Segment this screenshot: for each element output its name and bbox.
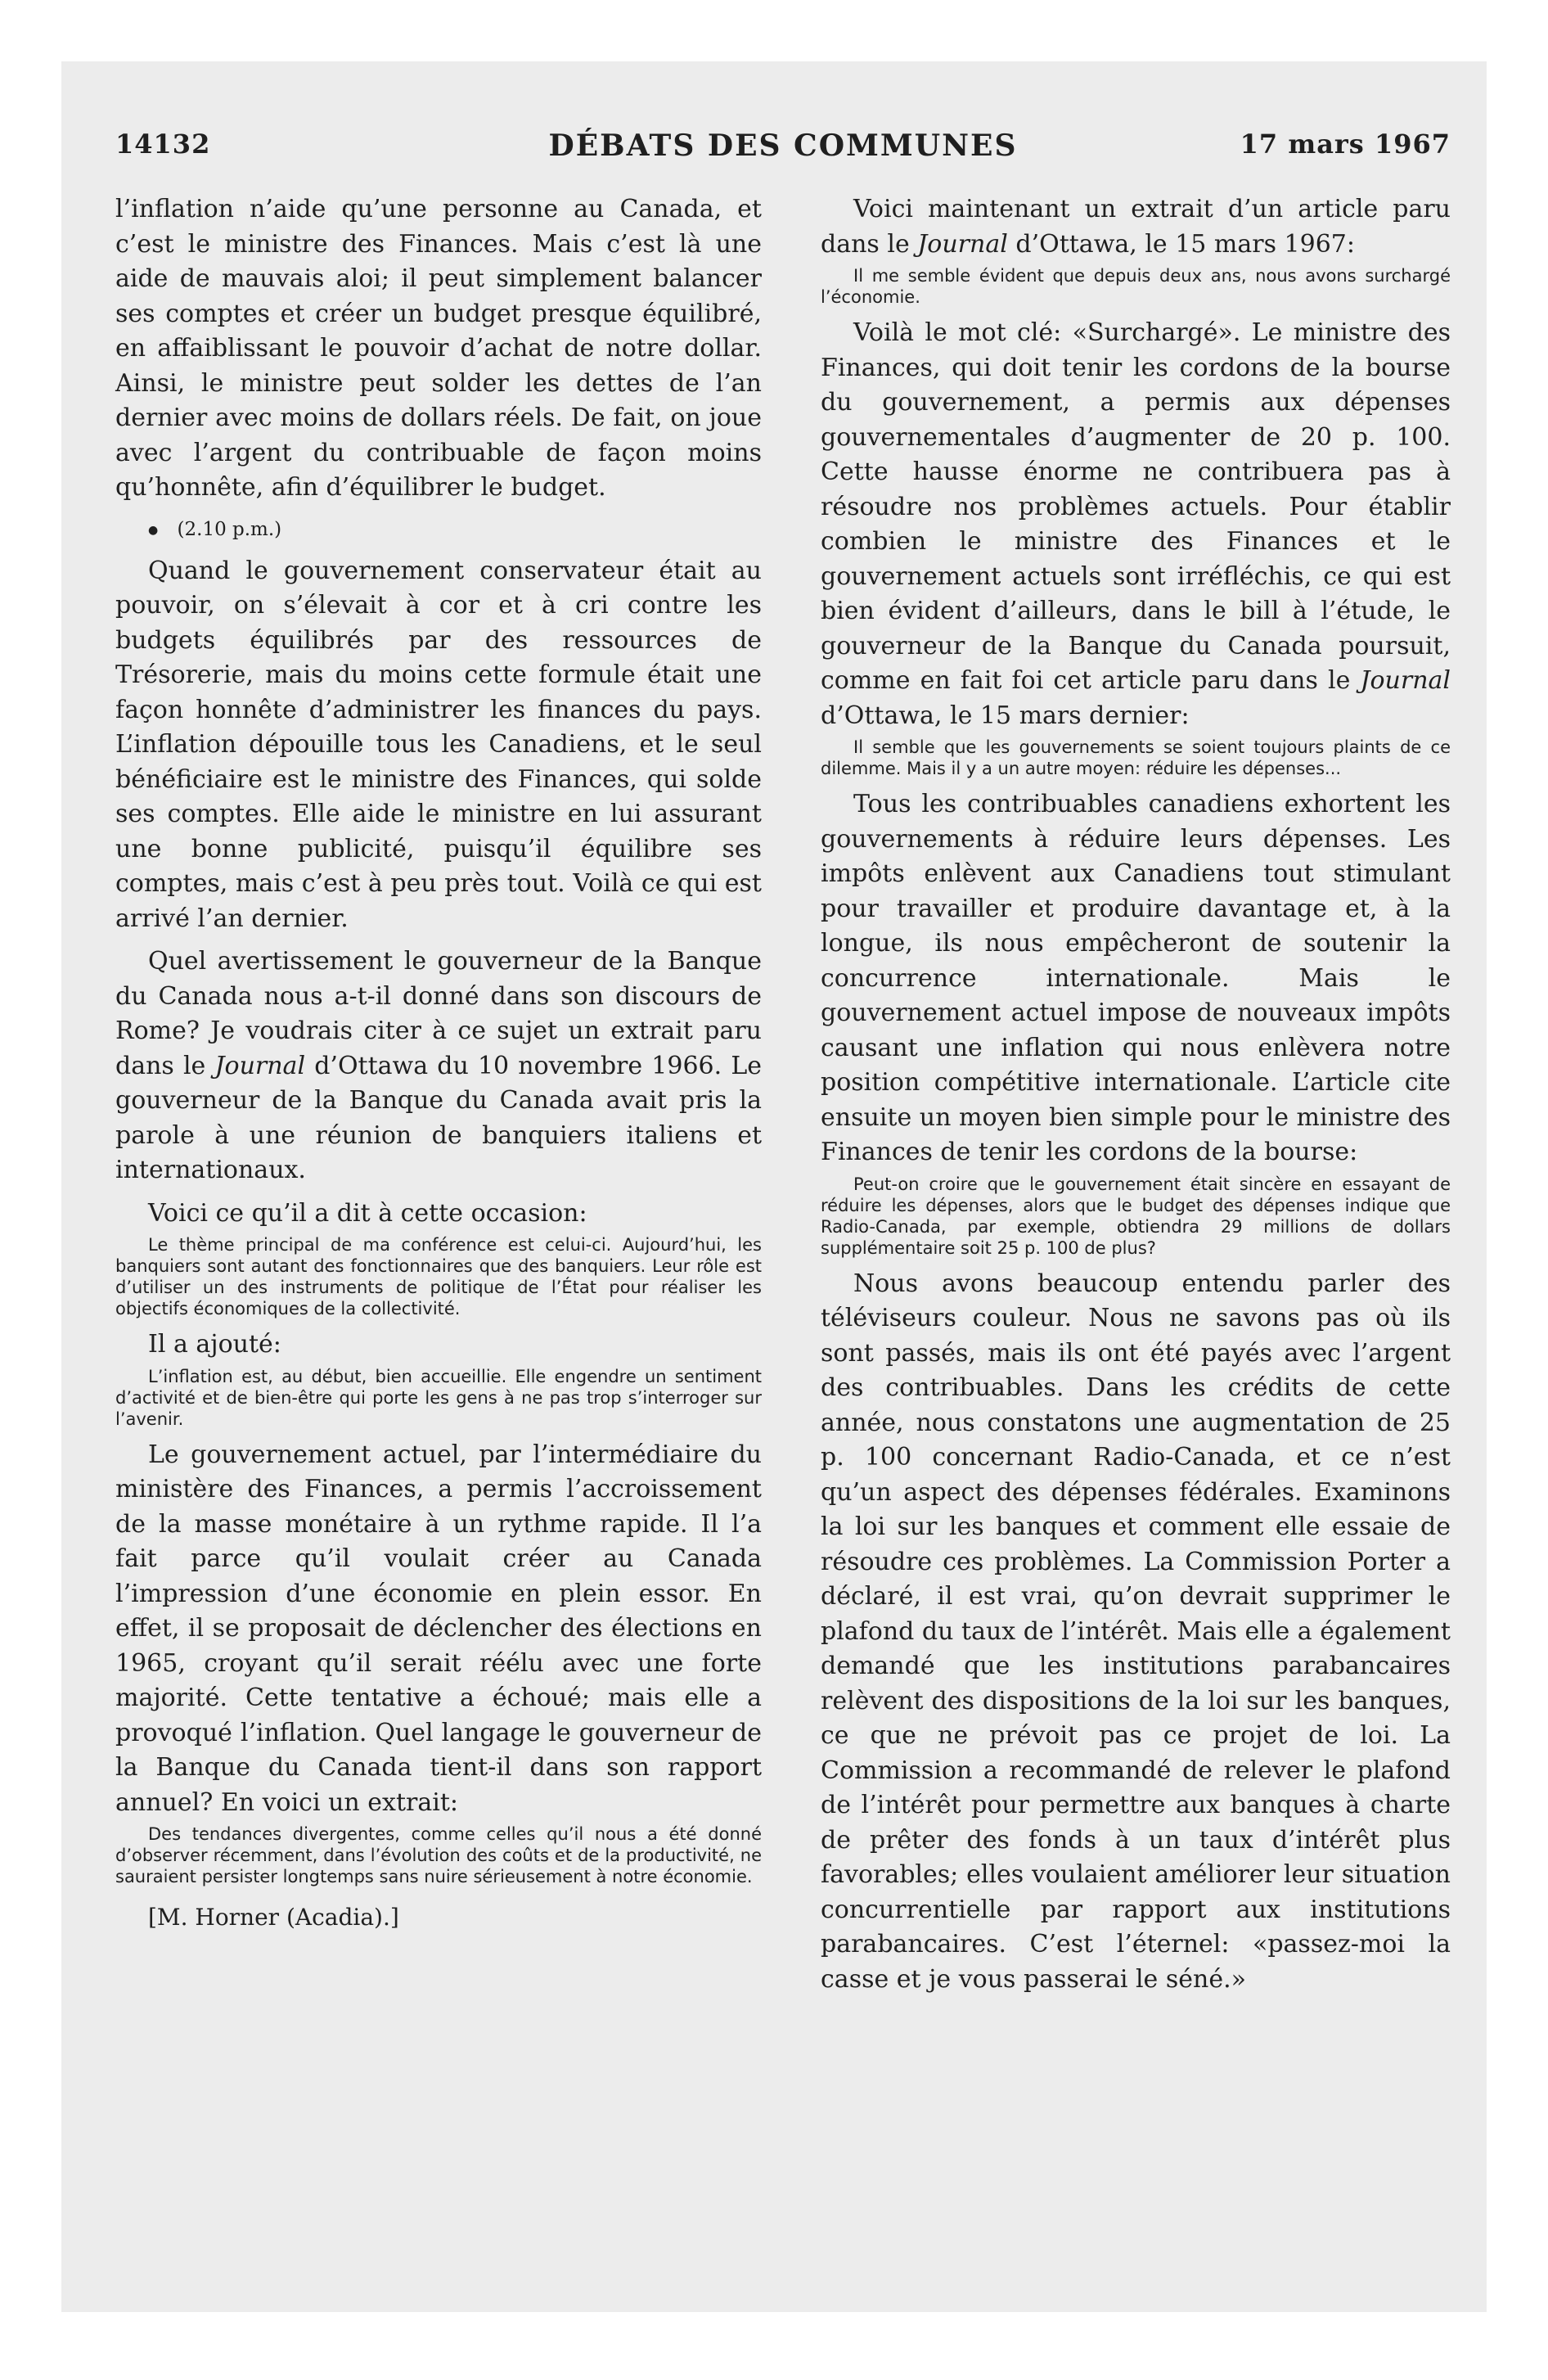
timestamp-line [148, 517, 762, 543]
left-column [115, 192, 762, 1936]
quotation: Des tendances divergentes, comme celles qu’il nous a été donné d’observer récemment, dans l’évolution des coûts et de la productivité, ne sauraient persister longtemps sans nuire sérieusement à notre économie. [115, 1824, 762, 1886]
paragraph: Voilà le mot clé: «Surchargé». Le ministre des Finances, qui doit tenir les cordons de la bourse du gouvernement, a permis aux dépenses gouvernementales d’augmenter de 20 p. 100. Cette hausse énorme ne contribuera pas à résoudre nos problèmes actuels. Pour établir combien le ministre des Finances et le gouvernement actuels sont irréfléchis, ce qui est bien évident d’ailleurs, dans le bill à l’étude, le gouverneur de la Banque du Canada poursuit, comme en fait foi cet article paru dans le Journal d’Ottawa, le 15 mars dernier: [821, 318, 1451, 730]
paragraph: Quand le gouvernement conservateur était au pouvoir, on s’élevait à cor et à cri contre les budgets équilibrés par des ressources de Trésorerie, mais du moins cette formule était une façon honnête d’administrer les finances du pays. L’inflation dépouille tous les Canadiens, et le seul bénéficiaire est le ministre des Finances, qui solde ses comptes. Elle aide le ministre en lui assurant une bonne publicité, puisqu’il équilibre ses comptes, mais c’est à peu près tout. Voilà ce qui est arrivé l’an dernier. [115, 556, 762, 933]
speaker-attribution: [M. Horner (Acadia).] [148, 1904, 399, 1931]
right-column [821, 192, 1451, 1997]
paragraph: Voici ce qu’il a dit à cette occasion: [148, 1198, 587, 1228]
quotation: L’inflation est, au début, bien accueillie. Elle engendre un sentiment d’activité et de bien-être qui porte les gens à ne pas trop s’interroger sur l’avenir. [115, 1366, 762, 1429]
session-date: 17 mars 1967 [1240, 128, 1451, 160]
quotation: Il semble que les gouvernements se soient toujours plaints de ce dilemme. Mais il y a un autre moyen: réduire les dépenses... [821, 737, 1451, 778]
publication-title: DÉBATS DES COMMUNES [548, 128, 1018, 163]
paragraph: Quel avertissement le gouverneur de la Banque du Canada nous a-t-il donné dans son discours de Rome? Je voudrais citer à ce sujet un extrait paru dans le Journal d’Ottawa du 10 novembre 1966. Le gouverneur de la Banque du Canada avait pris la parole à une réunion de banquiers italiens et internationaux. [115, 947, 762, 1184]
journal-title: Journal [917, 229, 1008, 259]
journal-title: Journal [214, 1051, 306, 1080]
timestamp: (2.10 p.m.) [177, 518, 282, 540]
quotation: Le thème principal de ma conférence est celui-ci. Aujourd’hui, les banquiers sont autant des fonctionnaires que des banquiers. Leur rôle est d’utiliser un des instruments de politique de l’État pour réaliser les objectifs économiques de la collectivité. [115, 1235, 762, 1318]
page-header [115, 128, 1451, 166]
paragraph: Voici maintenant un extrait d’un article paru dans le Journal d’Ottawa, le 15 mars 1967: [821, 195, 1451, 259]
scanned-page [61, 61, 1487, 2312]
paragraph: l’inflation n’aide qu’une personne au Canada, et c’est le ministre des Finances. Mais c’est là une aide de mauvais aloi; il peut simplement balancer ses comptes et créer un budget presque équilibré, en affaiblissant le pouvoir d’achat de notre dollar. Ainsi, le ministre peut solder les dettes de l’an dernier avec moins de dollars réels. De fait, on joue avec l’argent du contribuable de façon moins qu’honnête, afin d’équilibrer le budget. [115, 195, 762, 502]
bullet-icon: ● [148, 523, 159, 537]
paragraph: Tous les contribuables canadiens exhortent les gouvernements à réduire leurs dépenses. Les impôts enlèvent aux Canadiens tout stimulant pour travailler et produire davantage et, à la longue, ils nous empêcheront de soutenir la concurrence internationale. Mais le gouvernement actuel impose de nouveaux impôts causant une inflation qui nous enlèvera notre position compétitive internationale. L’article cite ensuite un moyen bien simple pour le ministre des Finances de tenir les cordons de la bourse: [821, 790, 1451, 1166]
paragraph: Nous avons beaucoup entendu parler des téléviseurs couleur. Nous ne savons pas où ils sont passés, mais ils ont été payés avec l’argent des contribuables. Dans les crédits de cette année, nous constatons une augmentation de 25 p. 100 concernant Radio-Canada, et ce n’est qu’un aspect des dépenses fédérales. Examinons la loi sur les banques et comment elle essaie de résoudre ces problèmes. La Commission Porter a déclaré, il est vrai, qu’on devrait supprimer le plafond du taux de l’intérêt. Mais elle a également demandé que les institutions parabancaires relèvent des dispositions de la loi sur les banques, ce que ne prévoit pas ce projet de loi. La Commission a recommandé de relever le plafond de l’intérêt pour permettre aux banques à charte de prêter des fonds à un taux d’intérêt plus favorables; elles voulaient améliorer leur situation concurrentielle par rapport aux institutions parabancaires. C’est l’éternel: «passez-moi la casse et je vous passerai le séné.» [821, 1269, 1451, 1994]
quotation: Il me semble évident que depuis deux ans, nous avons surchargé l’économie. [821, 266, 1451, 307]
journal-title: Journal [1360, 666, 1451, 695]
paragraph: Il a ajouté: [148, 1330, 281, 1359]
quotation: Peut-on croire que le gouvernement était sincère en essayant de réduire les dépenses, alors que le budget des dépenses indique que Radio-Canada, par exemple, obtiendra 29 millions de dollars supplémentaire soit 25 p. 100 de plus? [821, 1174, 1451, 1258]
paragraph: Le gouvernement actuel, par l’intermédiaire du ministère des Finances, a permis l’accroissement de la masse monétaire à un rythme rapide. Il l’a fait parce qu’il voulait créer au Canada l’impression d’une économie en plein essor. En effet, il se proposait de déclencher des élections en 1965, croyant qu’il serait réélu avec une forte majorité. Cette tentative a échoué; mais elle a provoqué l’inflation. Quel langage le gouverneur de la Banque du Canada tient-il dans son rapport annuel? En voici un extrait: [115, 1440, 762, 1817]
page-number: 14132 [115, 128, 211, 160]
